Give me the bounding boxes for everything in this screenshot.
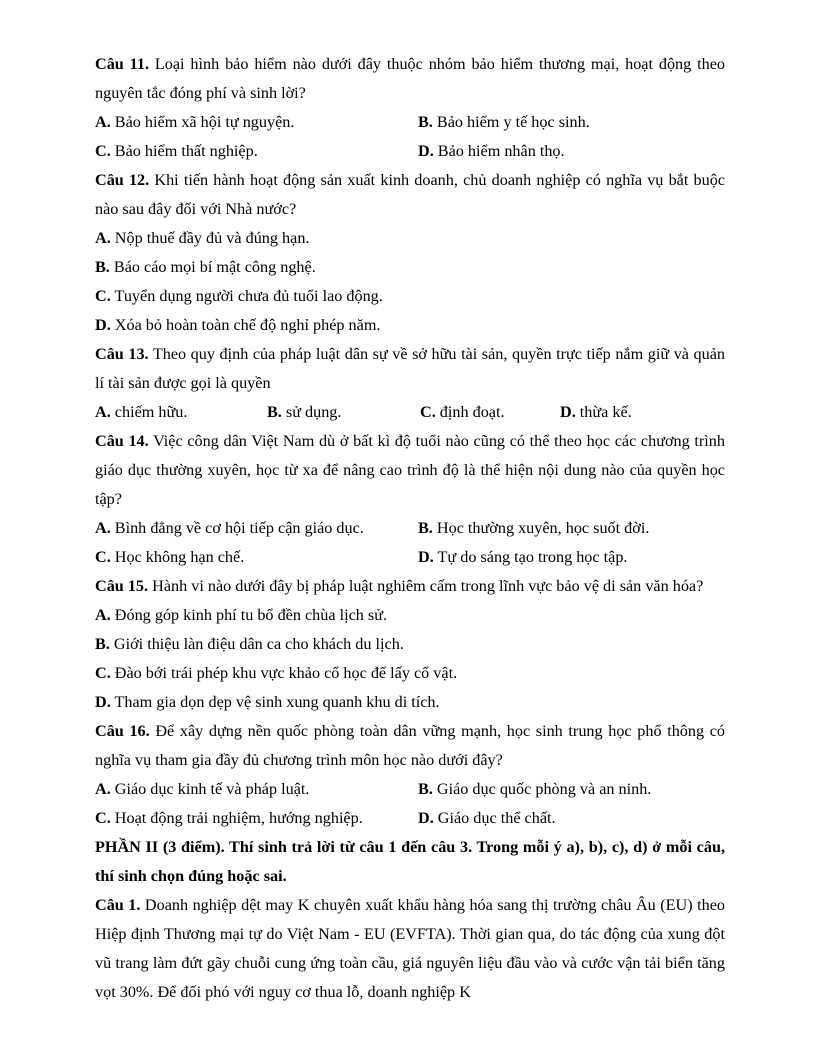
option-text: Bảo hiểm xã hội tự nguyện. [114, 113, 295, 131]
question-block-12 [95, 166, 725, 340]
option-15-a[interactable] [95, 601, 725, 630]
option-14-c[interactable] [95, 543, 244, 572]
question-number-13: Câu 13. [95, 345, 149, 363]
question-text-11: Loại hình bảo hiểm nào dưới đây thuộc nhóm bảo hiểm thương mại, hoạt động theo nguyên tắc đóng phí và sinh lời? [95, 55, 725, 102]
option-14-d[interactable] [418, 543, 627, 572]
option-11-c[interactable] [95, 137, 258, 166]
question-block-13 [95, 340, 725, 427]
question-text-13: Theo quy định của pháp luật dân sự về sở hữu tài sản, quyền trực tiếp nắm giữ và quản lí tài sản được gọi là quyền [95, 345, 725, 392]
question-stem-13 [95, 340, 725, 398]
option-text: Bảo hiểm nhân thọ. [437, 142, 565, 160]
option-letter: C. [95, 548, 111, 566]
option-text: Đóng góp kinh phí tu bổ đền chùa lịch sử. [114, 606, 388, 624]
option-letter: C. [95, 287, 111, 305]
option-text: Giáo dục kinh tế và pháp luật. [114, 780, 310, 798]
question-text-16: Để xây dựng nền quốc phòng toàn dân vững mạnh, học sinh trung học phổ thông có nghĩa vụ tham gia đầy đủ chương trình môn học nào dưới đây? [95, 722, 726, 769]
option-12-d[interactable] [95, 311, 725, 340]
question-stem-12 [95, 166, 725, 224]
option-letter: B. [95, 635, 110, 653]
option-letter: D. [418, 142, 434, 160]
option-15-c[interactable] [95, 659, 725, 688]
question-stem-16 [95, 717, 725, 775]
part2-passage-text-1: Doanh nghiệp dệt may K chuyên xuất khẩu hàng hóa sang thị trường châu Âu (EU) theo Hiệp định Thương mại tự do Việt Nam - EU (EVFTA). Thời gian qua, do tác động của xung đột vũ trang làm đứt gãy chuỗi cung ứng toàn cầu, giá nguyên liệu đầu vào và cước vận tải biển tăng vọt 30%. Để đối phó với nguy cơ thua lỗ, doanh nghiệp K [95, 896, 725, 1001]
option-12-a[interactable] [95, 224, 725, 253]
question-number-11: Câu 11. [95, 55, 150, 73]
question-number-15: Câu 15. [95, 577, 149, 595]
option-14-a[interactable] [95, 514, 364, 543]
option-row-14-ab [95, 514, 725, 543]
option-letter: D. [418, 809, 434, 827]
option-text: Tự do sáng tạo trong học tập. [437, 548, 628, 566]
question-text-12: Khi tiến hành hoạt động sản xuất kinh doanh, chủ doanh nghiệp có nghĩa vụ bắt buộc nào sau đây đối với Nhà nước? [95, 171, 725, 218]
option-12-b[interactable] [95, 253, 725, 282]
option-letter: C. [420, 403, 436, 421]
option-16-c[interactable] [95, 804, 363, 833]
option-14-b[interactable] [418, 514, 649, 543]
option-letter: B. [418, 519, 433, 537]
option-letter: D. [95, 693, 111, 711]
option-text: Tham gia dọn dẹp vệ sinh xung quanh khu di tích. [114, 693, 440, 711]
option-row-13 [95, 398, 725, 427]
option-letter: C. [95, 664, 111, 682]
option-letter: D. [418, 548, 434, 566]
option-text: Bảo hiểm thất nghiệp. [114, 142, 258, 160]
question-text-15: Hành vi nào dưới đây bị pháp luật nghiêm cấm trong lĩnh vực bảo vệ di sản văn hóa? [152, 577, 704, 595]
option-row-11-ab [95, 108, 725, 137]
part2-block [95, 833, 725, 1007]
option-11-d[interactable] [418, 137, 565, 166]
option-letter: A. [95, 780, 111, 798]
option-letter: A. [95, 403, 111, 421]
question-block-15 [95, 572, 725, 717]
option-letter: A. [95, 113, 111, 131]
option-letter: C. [95, 809, 111, 827]
option-text: Học không hạn chế. [114, 548, 245, 566]
option-letter: B. [267, 403, 282, 421]
question-block-11 [95, 50, 725, 166]
option-letter: B. [418, 113, 433, 131]
option-text: sử dụng. [285, 403, 342, 421]
question-stem-15 [95, 572, 725, 601]
option-letter: B. [95, 258, 110, 276]
option-letter: C. [95, 142, 111, 160]
option-text: thừa kế. [579, 403, 632, 421]
part2-heading: PHẦN II (3 điểm). Thí sinh trả lời từ câu 1 đến câu 3. Trong mỗi ý a), b), c), d) ở mỗi câu, thí sinh chọn đúng hoặc sai. [95, 838, 725, 885]
part2-question-1 [95, 891, 725, 1007]
option-text: Giáo dục quốc phòng và an ninh. [436, 780, 652, 798]
option-13-d[interactable] [560, 398, 632, 427]
option-letter: D. [560, 403, 576, 421]
option-16-d[interactable] [418, 804, 556, 833]
option-15-d[interactable] [95, 688, 725, 717]
question-block-14 [95, 427, 725, 572]
option-13-a[interactable] [95, 398, 187, 427]
option-row-16-ab [95, 775, 725, 804]
option-text: Bảo hiểm y tế học sinh. [436, 113, 590, 131]
option-row-11-cd [95, 137, 725, 166]
option-letter: D. [95, 316, 111, 334]
option-text: Tuyển dụng người chưa đủ tuổi lao động. [114, 287, 383, 305]
option-text: Nộp thuế đầy đủ và đúng hạn. [114, 229, 310, 247]
document-body [95, 50, 725, 1007]
option-text: Giáo dục thể chất. [437, 809, 556, 827]
option-text: Hoạt động trải nghiệm, hướng nghiệp. [114, 809, 363, 827]
question-number-14: Câu 14. [95, 432, 149, 450]
question-block-16 [95, 717, 725, 833]
option-12-c[interactable] [95, 282, 725, 311]
option-letter: A. [95, 229, 111, 247]
option-16-b[interactable] [418, 775, 651, 804]
option-row-14-cd [95, 543, 725, 572]
option-text: định đoạt. [439, 403, 505, 421]
question-stem-14 [95, 427, 725, 514]
option-text: Báo cáo mọi bí mật công nghệ. [113, 258, 316, 276]
question-stem-11 [95, 50, 725, 108]
option-text: Giới thiệu làn điệu dân ca cho khách du lịch. [113, 635, 404, 653]
option-text: Học thường xuyên, học suốt đời. [436, 519, 650, 537]
option-11-a[interactable] [95, 108, 294, 137]
option-13-c[interactable] [420, 398, 505, 427]
option-row-16-cd [95, 804, 725, 833]
question-text-14: Việc công dân Việt Nam dù ở bất kì độ tuổi nào cũng có thể theo học các chương trình giáo dục thường xuyên, học từ xa để nâng cao trình độ là thể hiện nội dung nào của quyền học tập? [95, 432, 725, 508]
option-letter: A. [95, 519, 111, 537]
option-13-b[interactable] [267, 398, 341, 427]
option-15-b[interactable] [95, 630, 725, 659]
option-text: Xóa bỏ hoàn toàn chế độ nghỉ phép năm. [114, 316, 381, 334]
question-number-16: Câu 16. [95, 722, 150, 740]
option-text: Đào bới trái phép khu vực khảo cổ học để lấy cổ vật. [114, 664, 458, 682]
option-16-a[interactable] [95, 775, 309, 804]
option-text: chiếm hữu. [114, 403, 188, 421]
part2-question-number-1: Câu 1. [95, 896, 141, 914]
option-11-b[interactable] [418, 108, 590, 137]
option-text: Bình đẳng về cơ hội tiếp cận giáo dục. [114, 519, 364, 537]
question-number-12: Câu 12. [95, 171, 150, 189]
option-letter: B. [418, 780, 433, 798]
option-letter: A. [95, 606, 111, 624]
